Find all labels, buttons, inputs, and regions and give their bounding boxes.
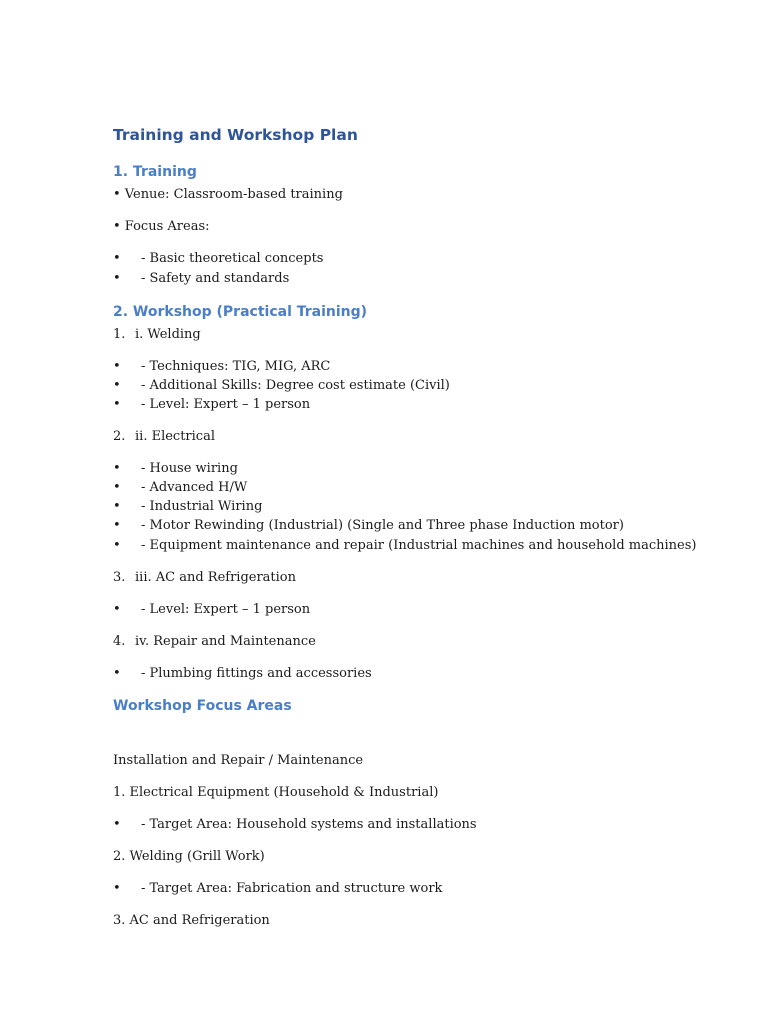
list-item: - Techniques: TIG, MIG, ARC [141,359,331,374]
list-item: - Motor Rewinding (Industrial) (Single and Three phase Induction motor) [141,518,624,533]
list-item: - Equipment maintenance and repair (Industrial machines and household machines) [141,538,697,553]
focus-heading: Workshop Focus Areas [113,698,292,714]
bullet-icon: • [113,499,121,514]
section-label: iii. AC and Refrigeration [135,570,297,585]
bullet-icon: • [113,461,121,476]
bullet-icon: • [113,378,121,393]
list-item: - Advanced H/W [141,480,248,495]
list-item: - Industrial Wiring [141,499,263,514]
training-focus-label: • Focus Areas: [113,219,210,234]
section-label: i. Welding [135,327,201,342]
list-item: - Target Area: Fabrication and structure work [141,881,443,896]
section-label: ii. Electrical [135,429,215,444]
section-number: 3. [113,570,126,585]
section-label: iv. Repair and Maintenance [135,634,316,649]
focus-item-label: 1. Electrical Equipment (Household & Industrial) [113,785,439,800]
workshop-heading: 2. Workshop (Practical Training) [113,304,368,320]
focus-item-label: 3. AC and Refrigeration [113,913,270,928]
bullet-icon: • [113,271,121,286]
training-heading: 1. Training [113,164,197,180]
bullet-icon: • [113,359,121,374]
bullet-icon: • [113,881,121,896]
page-title: Training and Workshop Plan [113,126,358,144]
section-number: 4. [113,634,126,649]
focus-item-label: 2. Welding (Grill Work) [113,849,265,864]
list-item: - Level: Expert – 1 person [141,602,311,617]
bullet-icon: • [113,602,121,617]
list-item: - Additional Skills: Degree cost estimate (Civil) [141,378,450,393]
list-item: - House wiring [141,461,238,476]
section-number: 1. [113,327,126,342]
bullet-icon: • [113,251,121,266]
bullet-icon: • [113,538,121,553]
section-number: 2. [113,429,126,444]
list-item: - Plumbing fittings and accessories [141,666,372,681]
training-item: - Safety and standards [141,271,290,286]
training-item: - Basic theoretical concepts [141,251,324,266]
bullet-icon: • [113,666,121,681]
list-item: - Target Area: Household systems and installations [141,817,477,832]
bullet-icon: • [113,817,121,832]
bullet-icon: • [113,397,121,412]
training-venue: • Venue: Classroom-based training [113,187,343,202]
focus-subtitle: Installation and Repair / Maintenance [113,753,364,768]
bullet-icon: • [113,480,121,495]
bullet-icon: • [113,518,121,533]
list-item: - Level: Expert – 1 person [141,397,311,412]
